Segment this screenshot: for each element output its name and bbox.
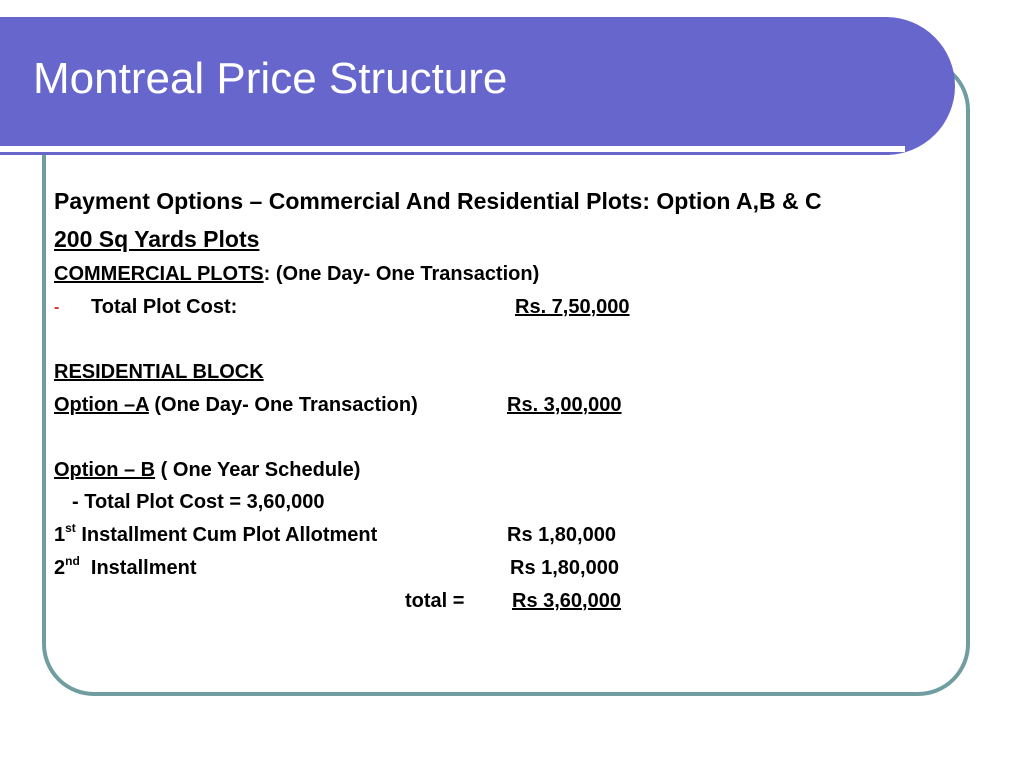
installment-2-value: Rs 1,80,000	[510, 557, 619, 579]
option-a-line	[54, 393, 418, 417]
option-b-desc: ( One Year Schedule)	[155, 459, 361, 481]
payment-options-heading: Payment Options – Commercial And Residential Plots: Option A,B & C	[54, 188, 822, 214]
bullet-dash: -	[54, 299, 60, 316]
slide-title: Montreal Price Structure	[33, 54, 508, 103]
residential-label: RESIDENTIAL BLOCK	[54, 361, 264, 383]
installment-2-number: 2	[54, 557, 66, 579]
plot-size-heading: 200 Sq Yards Plots	[54, 226, 260, 252]
option-a-value: Rs. 3,00,000	[507, 394, 622, 416]
installment-1-value: Rs 1,80,000	[507, 524, 616, 546]
commercial-suffix: : (One Day- One Transaction)	[263, 263, 540, 285]
option-b-line	[54, 458, 360, 482]
option-a-label: Option –A	[54, 394, 149, 416]
commercial-cost-value: Rs. 7,50,000	[515, 296, 630, 318]
commercial-line	[54, 262, 539, 286]
installment-1-number: 1	[54, 524, 66, 546]
option-b-total-line: - Total Plot Cost = 3,60,000	[72, 491, 325, 513]
total-value: Rs 3,60,000	[512, 590, 621, 612]
commercial-cost-label: Total Plot Cost:	[91, 296, 238, 318]
title-underline	[0, 146, 905, 152]
installment-1-suffix: st	[65, 521, 76, 536]
installment-1-label: Installment Cum Plot Allotment	[75, 524, 378, 546]
installment-2-suffix: nd	[65, 554, 80, 569]
installment-1-line	[54, 523, 377, 547]
installment-2-line	[54, 556, 197, 580]
option-a-desc: (One Day- One Transaction)	[148, 394, 418, 416]
commercial-label: COMMERCIAL PLOTS	[54, 263, 264, 285]
commercial-bullet-line	[54, 294, 59, 320]
installment-2-label: Installment	[79, 557, 197, 579]
total-label: total =	[405, 590, 465, 612]
option-b-label: Option – B	[54, 459, 156, 481]
